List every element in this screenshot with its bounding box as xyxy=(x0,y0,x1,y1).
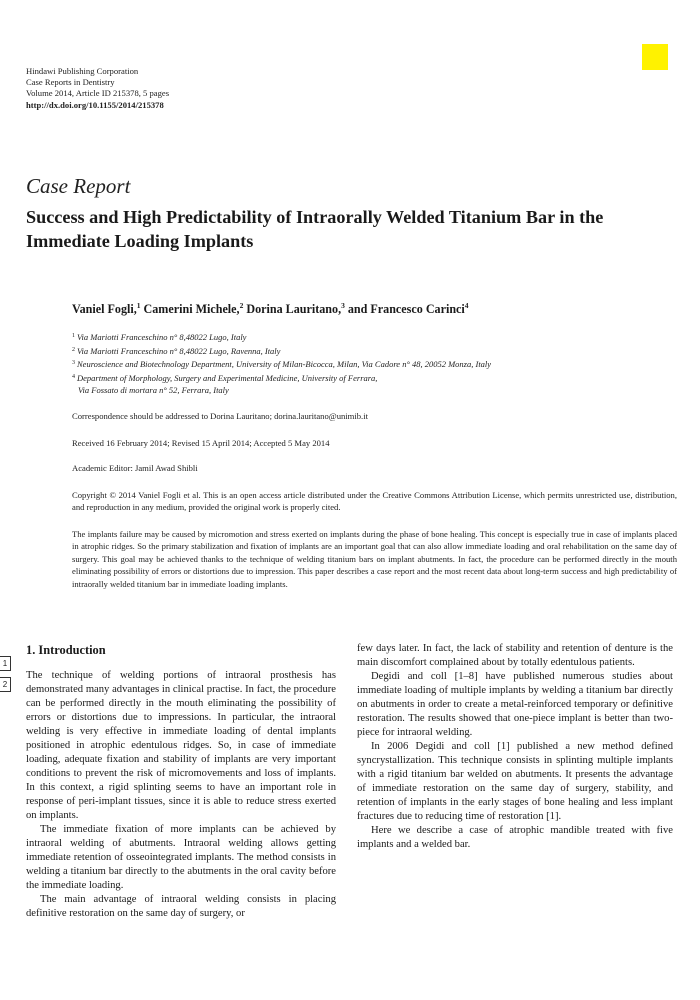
body-paragraph: few days later. In fact, the lack of stability and retention of denture is the main discomfort complained about by totally edentulous patients. xyxy=(357,643,673,668)
affiliation-text: Department of Morphology, Surgery and Experimental Medicine, University of Ferrara, xyxy=(77,372,378,383)
copyright-notice: Copyright © 2014 Vaniel Fogli et al. This is an open access article distributed under the Creative Commons Attribution License, which permits unrestricted use, distribution, and reproduction in any medium, provided the original work is properly cited. xyxy=(72,490,677,513)
affiliation-item xyxy=(72,344,662,358)
affiliation-text: Via Mariotti Franceschino n° 8,48022 Lugo, Italy xyxy=(77,332,247,342)
journal-header xyxy=(26,66,169,111)
body-paragraph: Degidi and coll [1–8] have published numerous studies about immediate loading of multiple implants by welding a titanium bar directly on abutments in order to create a metal-reinforced temporary or definitive restoration. The results showed that one-piece implant is better than two-piece for intraoral welding. xyxy=(357,671,673,738)
journal-name: Case Reports in Dentistry xyxy=(26,77,115,88)
author-name: Vaniel Fogli, xyxy=(72,302,137,316)
affiliation-item xyxy=(72,330,662,344)
author-affiliation-sup: 1 xyxy=(136,301,141,310)
body-column-right xyxy=(357,642,673,852)
line-number-box: 2 xyxy=(0,677,11,692)
author-affiliation-sup: 3 xyxy=(341,301,345,310)
volume-info: Volume 2014, Article ID 215378, 5 pages xyxy=(26,88,170,99)
dates-line: Received 16 February 2014; Revised 15 April 2014; Accepted 5 May 2014 xyxy=(72,438,330,448)
doi-link[interactable]: http://dx.doi.org/10.1155/2014/215378 xyxy=(26,99,164,110)
line-number-box: 1 xyxy=(0,656,11,671)
affiliation-text: Neuroscience and Biotechnology Department, University of Milan-Bicocca, Milan, Via Cadore n° 48, 20052 Monza, Italy xyxy=(77,359,492,369)
author-affiliation-sup: 4 xyxy=(464,301,469,310)
body-paragraph: Here we describe a case of atrophic mandible treated with five implants and a welded bar. xyxy=(357,825,673,850)
abstract: The implants failure may be caused by micromotion and stress exerted on implants during the phase of bone healing. This concept is especially true in case of implants placed in atrophic ridges. So the primary stabilization and fixation of implants are an important goal that can also allow immediate loading and oral rehabilitation on the same day of surgery. This goal may be achieved thanks to the technique of welding titanium bars on implant abutments. In fact, the procedure can be performed directly in the mouth eliminating possibility of errors or distortions due to impression. This paper describes a case report and the most recent data about long-term success and high predictability of intraorally welded titanium bar in immediate loading implants. xyxy=(72,529,677,589)
affiliation-item xyxy=(72,357,662,371)
yellow-marker-square xyxy=(642,44,668,70)
affiliation-continuation: Via Fossato di mortara n° 52, Ferrara, Italy xyxy=(78,385,229,395)
author-name: Dorina Lauritano, xyxy=(246,302,342,316)
affiliation-sup: 1 xyxy=(72,333,75,339)
correspondence-line: Correspondence should be addressed to Dorina Lauritano; dorina.lauritano@unimib.it xyxy=(72,411,368,421)
affiliation-sup: 4 xyxy=(72,373,75,380)
publisher-name: Hindawi Publishing Corporation xyxy=(26,66,139,76)
author-affiliation-sup: 2 xyxy=(239,301,244,310)
affiliation-text: Via Mariotti Franceschino n° 8,48022 Lugo, Ravenna, Italy xyxy=(77,345,281,356)
author-name: Camerini Michele, xyxy=(143,302,240,316)
article-type: Case Report xyxy=(26,174,131,198)
body-paragraph: The main advantage of intraoral welding consists in placing definitive restoration on the same day of surgery, or xyxy=(26,894,336,919)
affiliation-sup: 3 xyxy=(72,360,75,366)
author-list xyxy=(72,301,469,317)
affiliation-item xyxy=(72,371,662,385)
body-column-left xyxy=(26,669,336,921)
editor-line: Academic Editor: Jamil Awad Shibli xyxy=(72,463,198,473)
author-separator: and xyxy=(344,302,371,316)
affiliation-sup: 2 xyxy=(72,346,75,353)
article-title: Success and High Predictability of Intraorally Welded Titanium Bar in the Immediate Loading Implants xyxy=(26,207,604,251)
section-heading: 1. Introduction xyxy=(26,643,106,657)
affiliations xyxy=(72,330,662,397)
author-name: Francesco Carinci xyxy=(370,302,465,316)
body-paragraph: The immediate fixation of more implants can be achieved by intraoral welding of abutments. Intraoral welding allows getting immediate retention of osseointegrated implants. The method consists in welding a titanium bar directly to the abutments in the oral cavity before the immediate loading. xyxy=(26,824,336,891)
body-paragraph: The technique of welding portions of intraoral prosthesis has demonstrated many advantages in clinical practise. In fact, the procedure can be performed directly in the mouth eliminating the possibility of errors or distortions due to impressions. In particular, the intraoral welding is very effective in immediate loading of dental implants positioned in atrophic edentulous ridges. So, in case of immediate loading, adequate fixation and stability of implants are very important conditions to prevent the risk of micromovements and loss of implants. In this context, a rigid splinting seems to have an important role in response of peri-implant tissues, since it is able to reduce stress exerted on implants. xyxy=(26,670,336,821)
body-paragraph: In 2006 Degidi and coll [1] published a new method defined syncrystallization. This technique consists in splinting multiple implants with a rigid titanium bar welded on abutments. It presents the advantage of immediate restoration on the same day of surgery, stability, and retention of implants in the early stages of bone healing and less implant fractures due to reducing time of restoration [1]. xyxy=(357,741,673,822)
